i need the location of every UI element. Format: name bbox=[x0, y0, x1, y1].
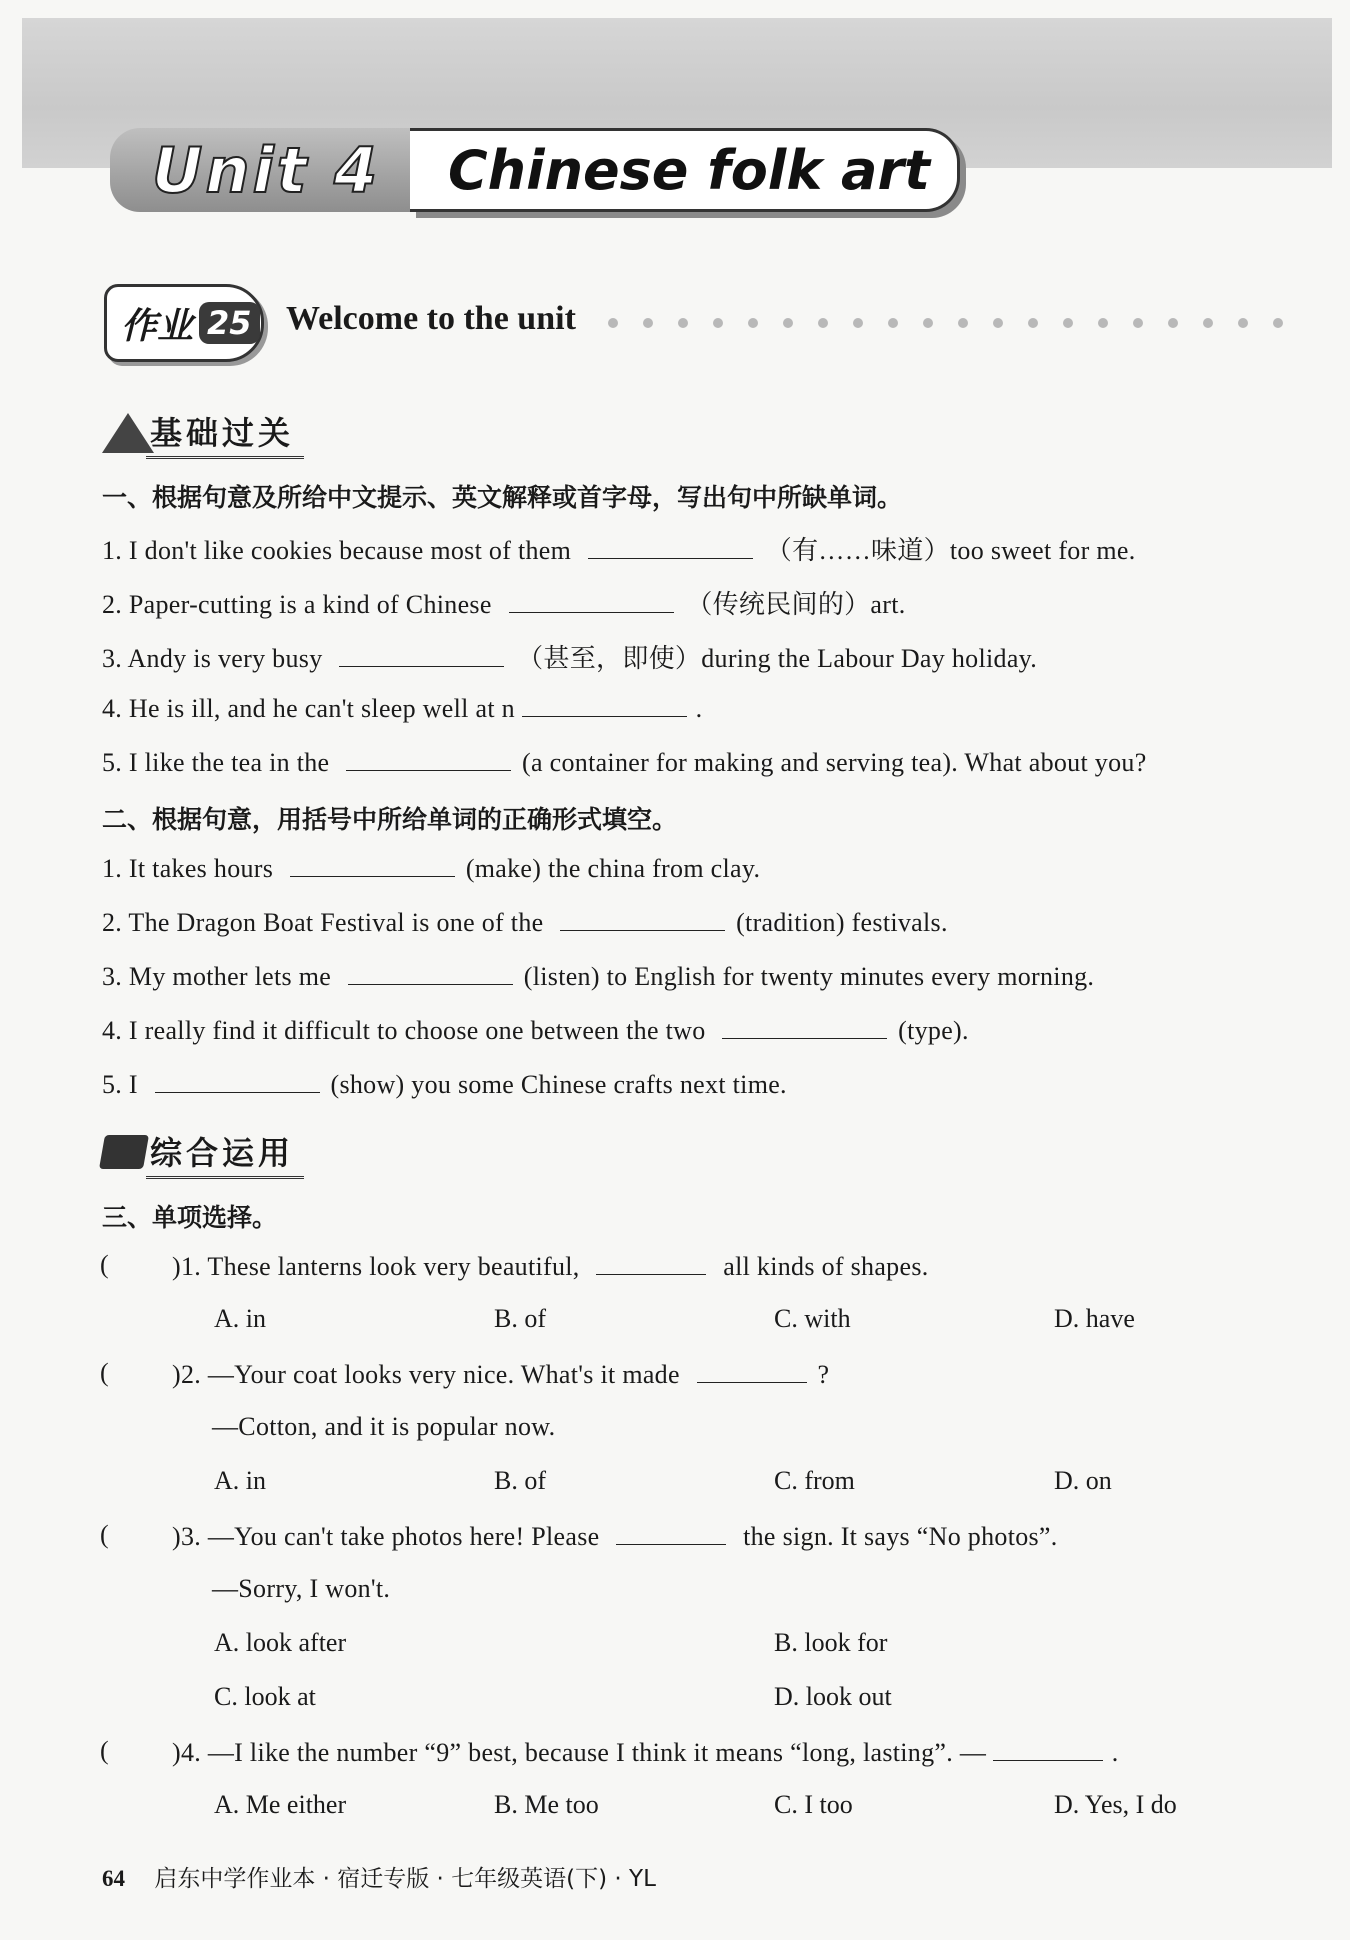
answer-paren[interactable]: ( bbox=[100, 1736, 109, 1765]
homework-number: 25 bbox=[199, 302, 260, 344]
answer-blank[interactable] bbox=[339, 642, 504, 667]
option-d[interactable]: D. Yes, I do bbox=[1054, 1790, 1177, 1819]
divider-dot bbox=[713, 318, 723, 328]
answer-blank[interactable] bbox=[509, 588, 674, 613]
page-number: 64 bbox=[102, 1866, 125, 1891]
answer-blank[interactable] bbox=[697, 1358, 807, 1383]
answer-blank[interactable] bbox=[588, 534, 753, 559]
divider-dot bbox=[1238, 318, 1248, 328]
part1-item bbox=[102, 692, 702, 724]
question-text: )3. —You can't take photos here! Please bbox=[172, 1522, 600, 1551]
option-c[interactable]: C. with bbox=[774, 1304, 851, 1333]
reply-text: —Sorry, I won't. bbox=[212, 1574, 391, 1603]
part2-item bbox=[102, 906, 948, 938]
part1-item bbox=[102, 530, 1136, 567]
divider-dot bbox=[1063, 318, 1073, 328]
section-title: 基础过关 bbox=[146, 408, 304, 459]
question-text: all kinds of shapes. bbox=[723, 1252, 929, 1281]
answer-blank[interactable] bbox=[290, 852, 455, 877]
question-text: . bbox=[1111, 1738, 1119, 1767]
divider-dot bbox=[958, 318, 968, 328]
option-b[interactable]: B. of bbox=[494, 1466, 546, 1495]
option-b[interactable]: B. look for bbox=[774, 1628, 888, 1657]
part1-item bbox=[102, 584, 906, 621]
mcq-question bbox=[172, 1250, 929, 1282]
divider-dot bbox=[608, 318, 618, 328]
divider-dot bbox=[1133, 318, 1143, 328]
item-text: 1. I don't like cookies because most of them bbox=[102, 536, 572, 565]
question-text: )2. —Your coat looks very nice. What's it made bbox=[172, 1360, 680, 1389]
footer-text: 启东中学作业本 · 宿迁专版 · 七年级英语(下) · YL bbox=[154, 1866, 656, 1892]
answer-blank[interactable] bbox=[560, 906, 725, 931]
item-text: (make) the china from clay. bbox=[465, 854, 761, 883]
part2-item bbox=[102, 852, 760, 884]
part2-heading: 二、根据句意，用括号中所给单词的正确形式填空。 bbox=[102, 805, 678, 834]
homework-label: 作业 bbox=[121, 305, 194, 347]
option-d[interactable]: D. have bbox=[1054, 1304, 1135, 1333]
item-text: 2. Paper-cutting is a kind of Chinese bbox=[102, 590, 492, 619]
option-b[interactable]: B. Me too bbox=[494, 1790, 599, 1819]
answer-blank[interactable] bbox=[522, 692, 687, 717]
answer-blank[interactable] bbox=[993, 1736, 1103, 1761]
divider-dot bbox=[853, 318, 863, 328]
reply-text: —Cotton, and it is popular now. bbox=[212, 1412, 556, 1441]
divider-dot bbox=[923, 318, 933, 328]
item-text: （甚至，即使）during the Labour Day holiday. bbox=[517, 644, 1038, 673]
item-text: (type). bbox=[898, 1016, 969, 1045]
item-text: 5. I like the tea in the bbox=[102, 748, 330, 777]
answer-blank[interactable] bbox=[348, 960, 513, 985]
question-text: ? bbox=[817, 1360, 830, 1389]
item-text: . bbox=[695, 694, 703, 723]
option-a[interactable]: A. look after bbox=[214, 1628, 347, 1657]
divider-dot bbox=[1168, 318, 1178, 328]
option-d[interactable]: D. on bbox=[1054, 1466, 1112, 1495]
option-c[interactable]: C. I too bbox=[774, 1790, 853, 1819]
item-text: （传统民间的）art. bbox=[686, 590, 906, 619]
option-a[interactable]: A. in bbox=[214, 1466, 266, 1495]
homework-badge bbox=[104, 284, 264, 362]
item-text: 5. I bbox=[102, 1070, 138, 1099]
item-text: （有……味道）too sweet for me. bbox=[765, 536, 1136, 565]
answer-blank[interactable] bbox=[155, 1068, 320, 1093]
divider-dot bbox=[1203, 318, 1213, 328]
divider-dot bbox=[1098, 318, 1108, 328]
part1-item bbox=[102, 638, 1037, 675]
divider-dot bbox=[643, 318, 653, 328]
answer-paren[interactable]: ( bbox=[100, 1520, 109, 1549]
item-text: 3. My mother lets me bbox=[102, 962, 332, 991]
section-basic bbox=[100, 408, 304, 458]
page-footer bbox=[102, 1860, 656, 1893]
dotted-divider bbox=[608, 318, 1328, 332]
divider-dot bbox=[748, 318, 758, 328]
divider-dot bbox=[1273, 318, 1283, 328]
answer-paren[interactable]: ( bbox=[100, 1358, 109, 1387]
unit-label: Unit 4 bbox=[110, 128, 410, 212]
option-d[interactable]: D. look out bbox=[774, 1682, 892, 1711]
divider-dot bbox=[818, 318, 828, 328]
item-text: (tradition) festivals. bbox=[736, 908, 948, 937]
book-icon bbox=[100, 1131, 156, 1175]
divider-dot bbox=[1028, 318, 1038, 328]
divider-dot bbox=[678, 318, 688, 328]
item-text: 1. It takes hours bbox=[102, 854, 274, 883]
part2-item bbox=[102, 1014, 969, 1046]
answer-paren[interactable]: ( bbox=[100, 1250, 109, 1279]
answer-blank[interactable] bbox=[596, 1250, 706, 1275]
question-text: the sign. It says “No photos”. bbox=[743, 1522, 1058, 1551]
option-a[interactable]: A. in bbox=[214, 1304, 266, 1333]
divider-dot bbox=[993, 318, 1003, 328]
question-text: )1. These lanterns look very beautiful, bbox=[172, 1252, 580, 1281]
answer-blank[interactable] bbox=[346, 746, 511, 771]
part1-item bbox=[102, 746, 1147, 778]
option-c[interactable]: C. from bbox=[774, 1466, 855, 1495]
question-text: )4. —I like the number “9” best, because I think it means “long, lasting”. — bbox=[172, 1738, 987, 1767]
answer-blank[interactable] bbox=[722, 1014, 887, 1039]
option-c[interactable]: C. look at bbox=[214, 1682, 316, 1711]
item-text: (a container for making and serving tea). What about you? bbox=[522, 748, 1147, 777]
answer-blank[interactable] bbox=[616, 1520, 726, 1545]
mcq-question bbox=[172, 1520, 1058, 1552]
item-text: (show) you some Chinese crafts next time. bbox=[330, 1070, 787, 1099]
mountain-icon bbox=[100, 411, 156, 455]
item-text: (listen) to English for twenty minutes every morning. bbox=[523, 962, 1095, 991]
homework-title: Welcome to the unit bbox=[286, 300, 576, 337]
option-b[interactable]: B. of bbox=[494, 1304, 546, 1333]
option-a[interactable]: A. Me either bbox=[214, 1790, 347, 1819]
part2-item bbox=[102, 960, 1094, 992]
part2-item bbox=[102, 1068, 787, 1100]
unit-title: Chinese folk art bbox=[410, 128, 960, 212]
item-text: 3. Andy is very busy bbox=[102, 644, 323, 673]
mcq-question bbox=[172, 1358, 829, 1390]
section-title: 综合运用 bbox=[146, 1128, 304, 1179]
part3-heading: 三、单项选择。 bbox=[102, 1203, 278, 1232]
divider-dot bbox=[783, 318, 793, 328]
part1-heading: 一、根据句意及所给中文提示、英文解释或首字母，写出句中所缺单词。 bbox=[102, 483, 903, 512]
mcq-question bbox=[172, 1736, 1119, 1768]
item-text: 4. I really find it difficult to choose one between the two bbox=[102, 1016, 706, 1045]
item-text: 2. The Dragon Boat Festival is one of the bbox=[102, 908, 544, 937]
section-applied bbox=[100, 1128, 304, 1178]
divider-dot bbox=[888, 318, 898, 328]
item-text: 4. He is ill, and he can't sleep well at n bbox=[102, 694, 515, 723]
